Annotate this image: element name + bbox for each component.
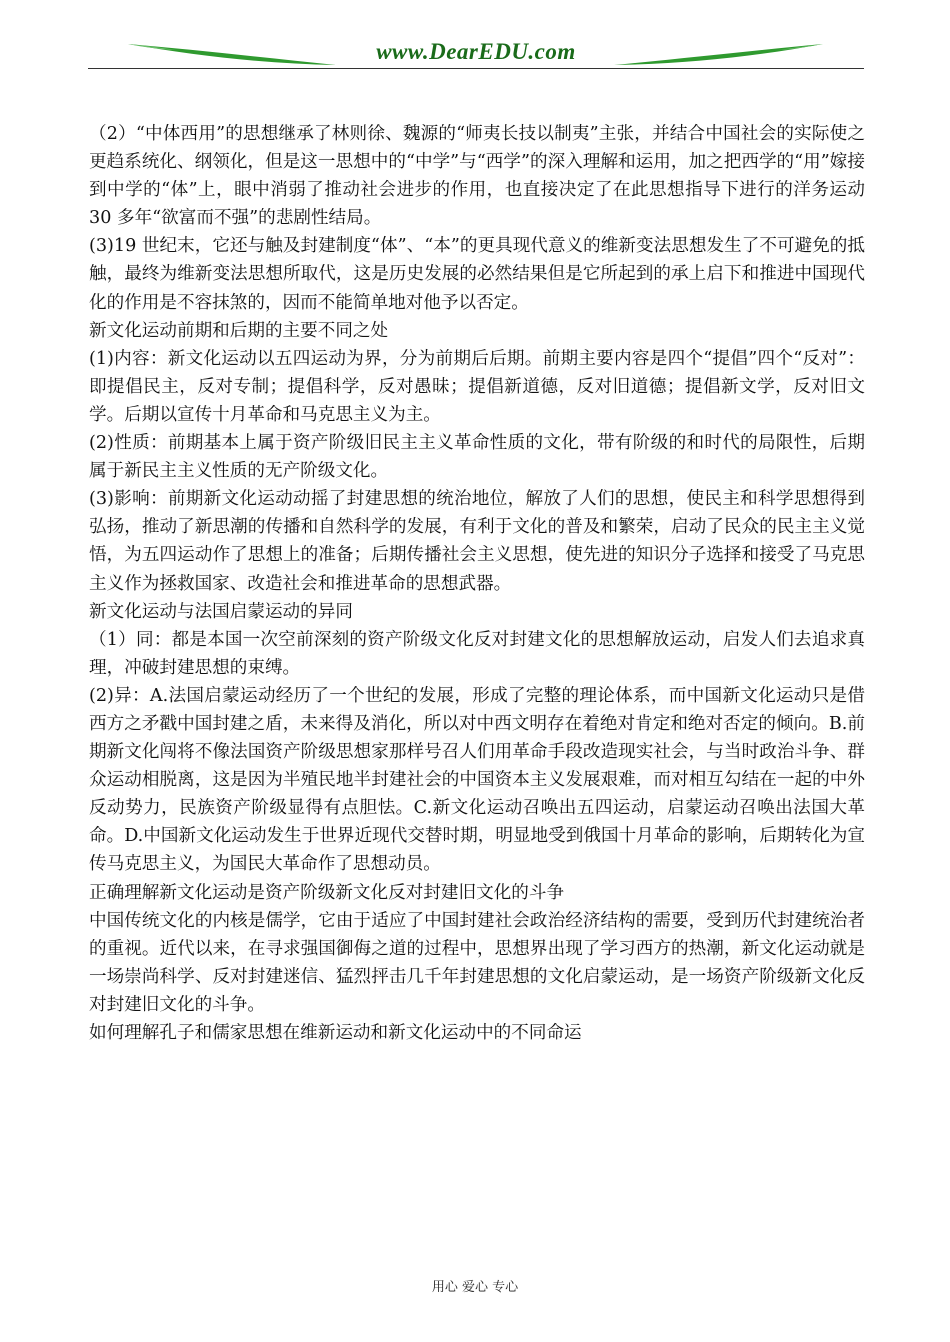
page-footer: 用心 爱心 专心 <box>431 1280 519 1295</box>
paragraph: (1)内容：新文化运动以五四运动为界，分为前期后后期。前期主要内容是四个“提倡”四个“反对”：即提倡民主，反对专制；提倡科学，反对愚昧；提倡新道德，反对旧道德；提倡新文学，反对旧文学。后期以宣传十月革命和马克思主义为主。 <box>89 348 865 425</box>
section-heading: 新文化运动前期和后期的主要不同之处 <box>89 320 389 341</box>
document-body <box>89 120 865 1047</box>
paragraph: (3)影响：前期新文化运动动摇了封建思想的统治地位，解放了人们的思想，使民主和科学思想得到弘扬，推动了新思潮的传播和自然科学的发展，有利于文化的普及和繁荣，启动了民众的民主主义觉悟，为五四运动作了思想上的准备；后期传播社会主义思想，使先进的知识分子选择和接受了马克思主义作为拯救国家、改造社会和推进革命的思想武器。 <box>89 489 865 594</box>
paragraph: 中国传统文化的内核是儒学，它由于适应了中国封建社会政治经济结构的需要，受到历代封建统治者的重视。近代以来，在寻求强国御侮之道的过程中，思想界出现了学习西方的热潮，新文化运动就是一场崇尚科学、反对封建迷信、猛烈抨击几千年封建思想的文化启蒙运动，是一场资产阶级新文化反对封建旧文化的斗争。 <box>89 910 865 1015</box>
site-name: www.DearEDU.com <box>376 39 576 64</box>
section-heading: 正确理解新文化运动是资产阶级新文化反对封建旧文化的斗争 <box>89 882 565 903</box>
paragraph: (2)性质：前期基本上属于资产阶级旧民主主义革命性质的文化，带有阶级的和时代的局限性，后期属于新民主主义性质的无产阶级文化。 <box>89 433 865 482</box>
paragraph: (3)19 世纪末，它还与触及封建制度“体”、“本”的更具现代意义的维新变法思想发生了不可避免的抵触，最终为维新变法思想所取代，这是历史发展的必然结果但是它所起到的承上启下和推进中国现代化的作用是不容抹煞的，因而不能简单地对他予以否定。 <box>89 236 865 313</box>
paragraph: (2)异：A.法国启蒙运动经历了一个世纪的发展，形成了完整的理论体系，而中国新文化运动只是借西方之矛戳中国封建之盾，未来得及消化，所以对中西文明存在着绝对肯定和绝对否定的倾向。B.前期新文化闯将不像法国资产阶级思想家那样号召人们用革命手段改造现实社会，与当时政治斗争、群众运动相脱离，这是因为半殖民地半封建社会的中国资本主义发展艰难，而对相互勾结在一起的中外反动势力，民族资产阶级显得有点胆怯。C.新文化运动召唤出五四运动，启蒙运动召唤出法国大革命。D.中国新文化运动发生于世界近现代交替时期，明显地受到俄国十月革命的影响，后期转化为宣传马克思主义，为国民大革命作了思想动员。 <box>89 685 865 875</box>
paragraph: （1）同：都是本国一次空前深刻的资产阶级文化反对封建文化的思想解放运动，启发人们去追求真理，冲破封建思想的束缚。 <box>89 629 865 678</box>
header-rule <box>88 68 864 69</box>
paragraph: （2）“中体西用”的思想继承了林则徐、魏源的“师夷长技以制夷”主张，并结合中国社会的实际使之更趋系统化、纲领化，但是这一思想中的“中学”与“西学”的深入理解和运用，加之把西学的“用”嫁接到中学的“体”上，眼中消弱了推动社会进步的作用，也直接决定了在此思想指导下进行的洋务运动 30 多年“欲富而不强”的悲剧性结局。 <box>89 124 865 229</box>
section-heading: 新文化运动与法国启蒙运动的异同 <box>89 601 353 622</box>
section-heading: 如何理解孔子和儒家思想在维新运动和新文化运动中的不同命运 <box>89 1023 582 1043</box>
